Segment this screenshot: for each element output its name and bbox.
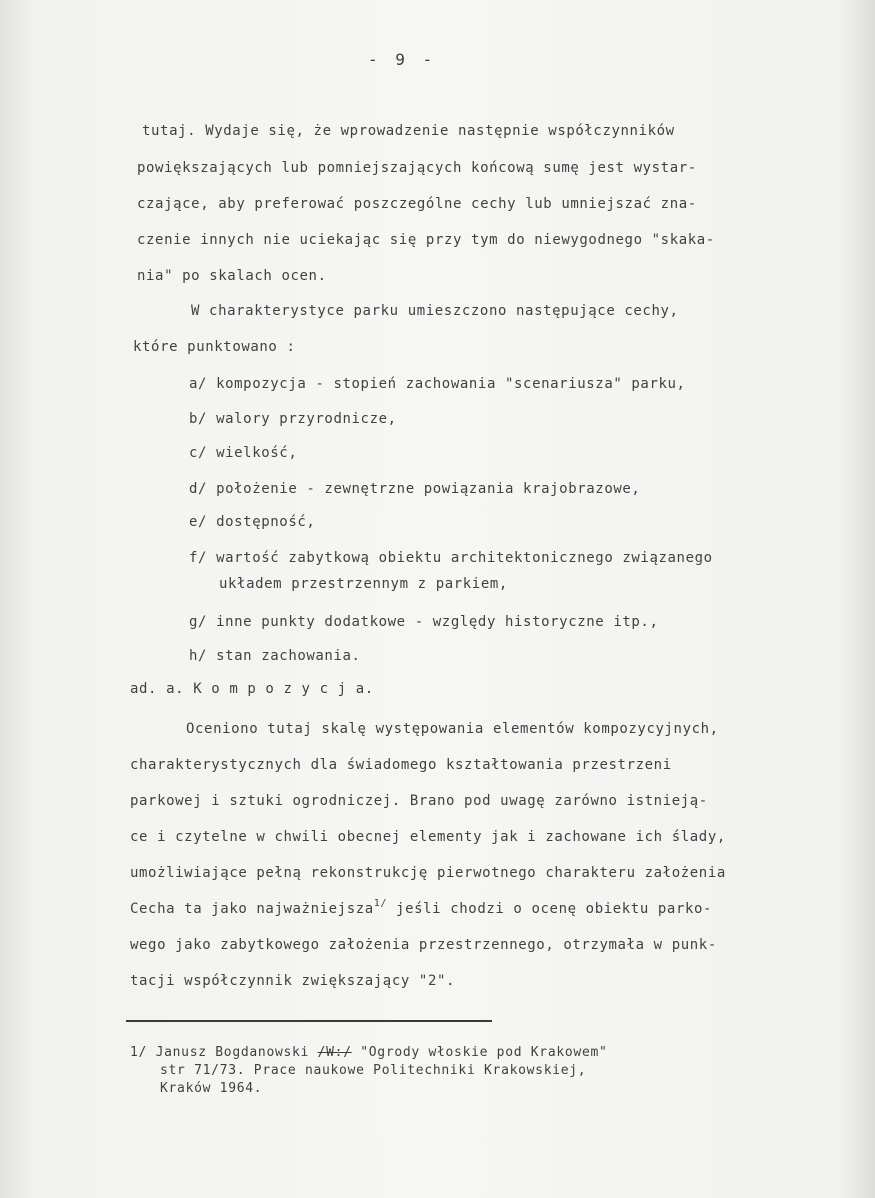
list-item: g/ inne punkty dodatkowe - względy historyczne itp., bbox=[189, 614, 659, 630]
body-line: powiększających lub pomniejszających końcową sumę jest wystar- bbox=[137, 160, 697, 176]
footnote-line: str 71/73. Prace naukowe Politechniki Krakowskiej, bbox=[160, 1063, 587, 1078]
list-item: d/ położenie - zewnętrzne powiązania krajobrazowe, bbox=[189, 481, 641, 497]
footnote-line bbox=[130, 1045, 608, 1060]
list-item-continuation: układem przestrzennym z parkiem, bbox=[219, 576, 508, 592]
body-line: Oceniono tutaj skalę występowania elementów kompozycyjnych, bbox=[186, 721, 719, 737]
body-line: czające, aby preferować poszczególne cechy lub umniejszać zna- bbox=[137, 196, 697, 212]
body-line: czenie innych nie uciekając się przy tym do niewygodnego "skaka- bbox=[137, 232, 715, 248]
body-line: tutaj. Wydaje się, że wprowadzenie następnie współczynników bbox=[142, 123, 675, 139]
list-item: f/ wartość zabytkową obiektu architektonicznego związanego bbox=[189, 550, 713, 566]
body-line: wego jako zabytkowego założenia przestrzennego, otrzymała w punk- bbox=[130, 937, 717, 953]
footnote-reference: 1/ bbox=[373, 898, 388, 909]
body-line: które punktowano : bbox=[133, 339, 296, 355]
body-line bbox=[130, 898, 713, 917]
footnote-marker: 1/ bbox=[130, 1045, 148, 1060]
page-number: - 9 - bbox=[368, 50, 437, 69]
list-item: a/ kompozycja - stopień zachowania "scenariusza" parku, bbox=[189, 376, 686, 392]
body-text: Cecha ta jako najważniejsza bbox=[130, 901, 374, 917]
body-line: parkowej i sztuki ogrodniczej. Brano pod uwagę zarówno istnieją- bbox=[130, 793, 708, 809]
footnote-divider bbox=[126, 1020, 492, 1022]
body-line: ce i czytelne w chwili obecnej elementy jak i zachowane ich ślady, bbox=[130, 829, 726, 845]
footnote-struck-text: /W:/ bbox=[317, 1045, 352, 1060]
footnote-line: Kraków 1964. bbox=[160, 1081, 263, 1096]
body-line: nia" po skalach ocen. bbox=[137, 268, 327, 284]
footnote-title: "Ogrody włoskie pod Krakowem" bbox=[360, 1045, 608, 1060]
section-heading: ad. a. K o m p o z y c j a. bbox=[130, 681, 374, 697]
list-item: e/ dostępność, bbox=[189, 514, 316, 530]
body-line: tacji współczynnik zwiększający "2". bbox=[130, 973, 456, 989]
body-text: jeśli chodzi o ocenę obiektu parko- bbox=[387, 901, 713, 917]
body-line: W charakterystyce parku umieszczono następujące cechy, bbox=[191, 303, 679, 319]
list-item: c/ wielkość, bbox=[189, 445, 298, 461]
footnote-author: Janusz Bogdanowski bbox=[155, 1045, 310, 1060]
body-line: charakterystycznych dla świadomego kształtowania przestrzeni bbox=[130, 757, 672, 773]
body-line: umożliwiające pełną rekonstrukcję pierwotnego charakteru założenia bbox=[130, 865, 726, 881]
list-item: b/ walory przyrodnicze, bbox=[189, 411, 397, 427]
list-item: h/ stan zachowania. bbox=[189, 648, 361, 664]
